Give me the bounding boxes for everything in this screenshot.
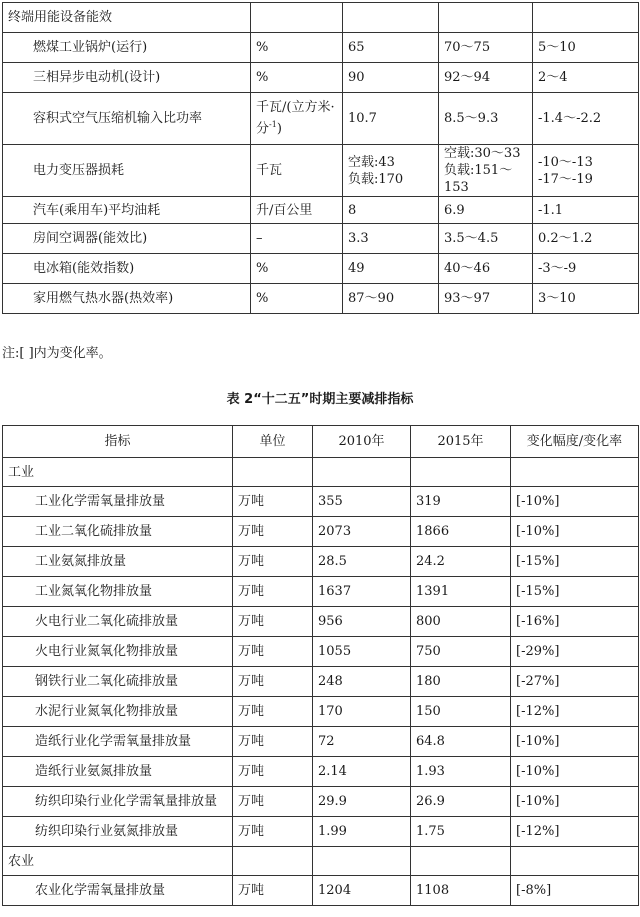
table-row <box>3 284 639 314</box>
table-row <box>3 637 639 667</box>
value-2015: 64.8 <box>411 727 511 757</box>
value-2010: 87～90 <box>343 284 439 314</box>
value-2010: 2073 <box>313 517 411 547</box>
value-2015: 1108 <box>411 876 511 906</box>
energy-efficiency-table <box>2 2 639 314</box>
value-2010: 355 <box>313 487 411 517</box>
value-2015: 8.5～9.3 <box>439 93 533 145</box>
table-row <box>3 547 639 577</box>
table-row <box>3 667 639 697</box>
unit-cell: – <box>251 224 343 254</box>
change-cell: -3～-9 <box>533 254 639 284</box>
change-cell: [-15%] <box>511 577 639 607</box>
change-cell: 0.2～1.2 <box>533 224 639 254</box>
table-row <box>3 63 639 93</box>
indicator-name: 房间空调器(能效比) <box>3 224 251 254</box>
value-2010: 49 <box>343 254 439 284</box>
unit-cell: 万吨 <box>233 876 313 906</box>
value-2015: 3.5～4.5 <box>439 224 533 254</box>
unit-cell: 万吨 <box>233 637 313 667</box>
indicator-name: 造纸行业氨氮排放量 <box>3 757 233 787</box>
unit-cell: 万吨 <box>233 787 313 817</box>
table-row <box>3 93 639 145</box>
section-label: 工业 <box>3 458 233 487</box>
header-2015: 2015年 <box>411 426 511 458</box>
indicator-name: 造纸行业化学需氧量排放量 <box>3 727 233 757</box>
unit-cell: 升/百公里 <box>251 197 343 224</box>
unit-cell: % <box>251 33 343 63</box>
unit-cell: 万吨 <box>233 487 313 517</box>
value-2015: 1391 <box>411 577 511 607</box>
table-section-row <box>3 847 639 876</box>
change-cell: [-10%] <box>511 757 639 787</box>
unit-cell: 万吨 <box>233 727 313 757</box>
unit-cell: 万吨 <box>233 517 313 547</box>
table-section-row <box>3 458 639 487</box>
table-header-row <box>3 426 639 458</box>
table-row <box>3 517 639 547</box>
value-2010: 1055 <box>313 637 411 667</box>
value-2010: 72 <box>313 727 411 757</box>
indicator-name: 钢铁行业二氧化硫排放量 <box>3 667 233 697</box>
table-row <box>3 224 639 254</box>
value-2015: 40～46 <box>439 254 533 284</box>
table-section-row <box>3 3 639 33</box>
unit-cell: % <box>251 63 343 93</box>
indicator-name: 工业氮氧化物排放量 <box>3 577 233 607</box>
table-row <box>3 577 639 607</box>
unit-cell: 万吨 <box>233 577 313 607</box>
table-row <box>3 727 639 757</box>
indicator-name: 容积式空气压缩机输入比功率 <box>3 93 251 145</box>
table-row <box>3 817 639 847</box>
value-2010: 28.5 <box>313 547 411 577</box>
change-cell: 3～10 <box>533 284 639 314</box>
change-cell: [-15%] <box>511 547 639 577</box>
indicator-name: 电冰箱(能效指数) <box>3 254 251 284</box>
change-cell: [-10%] <box>511 787 639 817</box>
value-2010: 170 <box>313 697 411 727</box>
table-row <box>3 145 639 197</box>
change-cell: -1.1 <box>533 197 639 224</box>
unit-cell: 万吨 <box>233 817 313 847</box>
unit-cell: 万吨 <box>233 607 313 637</box>
value-2015: 70～75 <box>439 33 533 63</box>
indicator-name: 水泥行业氮氧化物排放量 <box>3 697 233 727</box>
unit-cell: 千瓦/(立方米· 分$^{-1}$) <box>251 93 343 145</box>
header-change: 变化幅度/变化率 <box>511 426 639 458</box>
value-2010: 空载:43 负载:170 <box>343 145 439 197</box>
value-2015: 319 <box>411 487 511 517</box>
table-row <box>3 757 639 787</box>
table-row <box>3 197 639 224</box>
change-cell: [-12%] <box>511 697 639 727</box>
value-2015: 24.2 <box>411 547 511 577</box>
indicator-name: 工业氨氮排放量 <box>3 547 233 577</box>
table-row <box>3 876 639 906</box>
unit-cell: % <box>251 254 343 284</box>
value-2015: 6.9 <box>439 197 533 224</box>
table-row <box>3 487 639 517</box>
value-2010: 2.14 <box>313 757 411 787</box>
table-row <box>3 787 639 817</box>
section-label: 终端用能设备能效 <box>3 3 251 33</box>
change-cell: -10～-13 -17～-19 <box>533 145 639 197</box>
value-2010: 1204 <box>313 876 411 906</box>
value-2015: 150 <box>411 697 511 727</box>
value-2010: 65 <box>343 33 439 63</box>
table-note: 注:[ ]内为变化率。 <box>2 346 112 361</box>
indicator-name: 纺织印染行业化学需氧量排放量 <box>3 787 233 817</box>
indicator-name: 工业化学需氧量排放量 <box>3 487 233 517</box>
change-cell: [-10%] <box>511 727 639 757</box>
indicator-name: 燃煤工业锅炉(运行) <box>3 33 251 63</box>
value-2010: 10.7 <box>343 93 439 145</box>
value-2010: 29.9 <box>313 787 411 817</box>
value-2010: 1.99 <box>313 817 411 847</box>
change-cell: [-29%] <box>511 637 639 667</box>
header-2010: 2010年 <box>313 426 411 458</box>
change-cell: [-16%] <box>511 607 639 637</box>
header-unit: 单位 <box>233 426 313 458</box>
change-cell: 2～4 <box>533 63 639 93</box>
value-2015: 750 <box>411 637 511 667</box>
indicator-name: 汽车(乘用车)平均油耗 <box>3 197 251 224</box>
change-cell: -1.4～-2.2 <box>533 93 639 145</box>
change-cell: 5～10 <box>533 33 639 63</box>
value-2015: 92～94 <box>439 63 533 93</box>
section-label: 农业 <box>3 847 233 876</box>
value-2010: 90 <box>343 63 439 93</box>
value-2010: 1637 <box>313 577 411 607</box>
table-title: 表 2“十二五”时期主要减排指标 <box>226 392 414 407</box>
indicator-name: 农业化学需氧量排放量 <box>3 876 233 906</box>
indicator-name: 工业二氧化硫排放量 <box>3 517 233 547</box>
change-cell: [-12%] <box>511 817 639 847</box>
header-indicator: 指标 <box>3 426 233 458</box>
value-2015: 180 <box>411 667 511 697</box>
indicator-name: 火电行业氮氧化物排放量 <box>3 637 233 667</box>
indicator-name: 家用燃气热水器(热效率) <box>3 284 251 314</box>
value-2015: 800 <box>411 607 511 637</box>
change-cell: [-27%] <box>511 667 639 697</box>
change-cell: [-8%] <box>511 876 639 906</box>
indicator-name: 纺织印染行业氨氮排放量 <box>3 817 233 847</box>
table-row <box>3 607 639 637</box>
unit-cell: 万吨 <box>233 697 313 727</box>
table-row <box>3 697 639 727</box>
indicator-name: 火电行业二氧化硫排放量 <box>3 607 233 637</box>
table-row <box>3 254 639 284</box>
unit-cell: 万吨 <box>233 757 313 787</box>
change-cell: [-10%] <box>511 517 639 547</box>
change-cell: [-10%] <box>511 487 639 517</box>
value-2015: 空载:30～33 负载:151～153 <box>439 145 533 197</box>
value-2010: 8 <box>343 197 439 224</box>
indicator-name: 电力变压器损耗 <box>3 145 251 197</box>
value-2010: 248 <box>313 667 411 697</box>
indicator-name: 三相异步电动机(设计) <box>3 63 251 93</box>
unit-cell: 万吨 <box>233 547 313 577</box>
emission-reduction-table <box>2 425 639 906</box>
value-2015: 1.93 <box>411 757 511 787</box>
value-2015: 1.75 <box>411 817 511 847</box>
value-2015: 93～97 <box>439 284 533 314</box>
value-2010: 3.3 <box>343 224 439 254</box>
value-2015: 26.9 <box>411 787 511 817</box>
value-2010: 956 <box>313 607 411 637</box>
table-row <box>3 33 639 63</box>
value-2015: 1866 <box>411 517 511 547</box>
unit-cell: 万吨 <box>233 667 313 697</box>
unit-cell: % <box>251 284 343 314</box>
unit-cell: 千瓦 <box>251 145 343 197</box>
